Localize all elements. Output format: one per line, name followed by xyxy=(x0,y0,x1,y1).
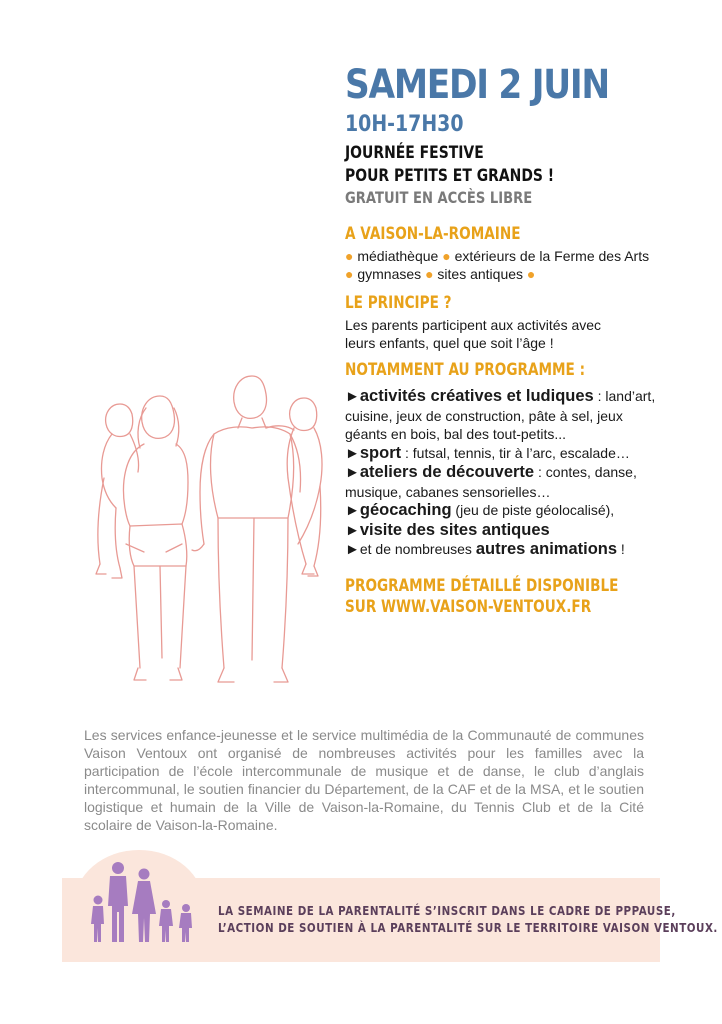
programme-item-title: géocaching xyxy=(359,501,452,519)
family-silhouette-icon xyxy=(84,858,204,948)
place-item: médiathèque xyxy=(357,248,439,264)
details-line-1: PROGRAMME DÉTAILLÉ DISPONIBLE xyxy=(345,575,619,596)
arrow-right-icon: ► xyxy=(345,388,360,405)
bullet-icon: ● xyxy=(442,248,451,264)
principle-heading: LE PRINCIPE ? xyxy=(345,293,452,313)
arrow-right-icon: ► xyxy=(345,464,360,481)
programme-item-title: visite des sites antiques xyxy=(359,520,550,539)
programme-item-title: ateliers de découverte xyxy=(359,463,535,481)
programme-item-detail: (jeu de piste géolocalisé), xyxy=(451,502,615,518)
place-item: sites antiques xyxy=(437,266,524,282)
arrow-right-icon: ► xyxy=(345,521,360,539)
place-item: extérieurs de la Ferme des Arts xyxy=(454,248,650,264)
footer-line-1: LA SEMAINE DE LA PARENTALITÉ S’INSCRIT DANS LE CADRE DE PPPAUSE, xyxy=(218,904,676,918)
programme-item xyxy=(345,521,657,541)
principle-text: Les parents participent aux activités avec leurs enfants, quel que soit l’âge ! xyxy=(345,317,602,351)
arrow-right-icon: ► xyxy=(345,541,360,558)
location-heading: A VAISON-LA-ROMAINE xyxy=(345,224,521,244)
family-line-illustration xyxy=(82,368,332,698)
programme-list xyxy=(345,387,657,560)
bullet-icon: ● xyxy=(345,248,354,264)
festive-line-2: POUR PETITS ET GRANDS ! xyxy=(345,166,555,186)
programme-item xyxy=(345,463,657,501)
place-item: gymnases xyxy=(357,266,422,282)
programme-item xyxy=(345,444,657,464)
programme-item-detail: : contes, danse, musique, cabanes sensorielles… xyxy=(345,464,637,500)
programme-item-title: sport xyxy=(359,443,402,462)
programme-item-detail: ! xyxy=(617,541,625,557)
organisers-paragraph: Les services enfance-jeunesse et le service multimédia de la Communauté de communes Vaison Ventoux ont organisé de nombreuses activités pour les familles avec la participation de l’école intercommunale de musique et de danse, le club d’anglais intercommunal, le soutien financier du Département, de la CAF et de la MSA, et le soutien logistique et humain de la Ville de Vaison-la-Romaine, du Tennis Club et de la Cité scolaire de Vaison-la-Romaine. xyxy=(84,727,644,833)
bullet-icon: ● xyxy=(345,266,354,282)
arrow-right-icon: ► xyxy=(345,444,360,462)
programme-heading: NOTAMMENT AU PROGRAMME : xyxy=(345,360,586,380)
event-hours: 10H-17H30 xyxy=(345,112,464,137)
programme-item xyxy=(345,387,657,444)
free-access: GRATUIT EN ACCÈS LIBRE xyxy=(345,188,533,207)
programme-item-detail: : land’art, cuisine, jeux de construction, pâte à sel, jeux géants en bois, bal des tout-petits... xyxy=(345,388,656,442)
programme-item xyxy=(345,540,657,560)
event-date: SAMEDI 2 JUIN xyxy=(345,62,609,108)
programme-item-title: activités créatives et ludiques xyxy=(359,387,594,405)
details-website: SUR WWW.VAISON-VENTOUX.FR xyxy=(345,596,592,617)
festive-line-1: JOURNÉE FESTIVE xyxy=(345,143,484,163)
location-places xyxy=(345,247,657,283)
arrow-right-icon: ► xyxy=(345,502,360,519)
programme-item-detail: : futsal, tennis, tir à l’arc, escalade… xyxy=(401,444,630,461)
programme-item-title: autres animations xyxy=(475,540,618,558)
programme-item-prefix: et de nombreuses xyxy=(359,541,476,557)
event-info-column xyxy=(345,62,665,618)
bullet-icon: ● xyxy=(526,266,536,282)
bullet-icon: ● xyxy=(425,266,434,282)
programme-item xyxy=(345,501,657,521)
footer-line-2: L’ACTION DE SOUTIEN À LA PARENTALITÉ SUR LE TERRITOIRE VAISON VENTOUX. xyxy=(218,921,718,935)
footer-text xyxy=(218,903,718,937)
